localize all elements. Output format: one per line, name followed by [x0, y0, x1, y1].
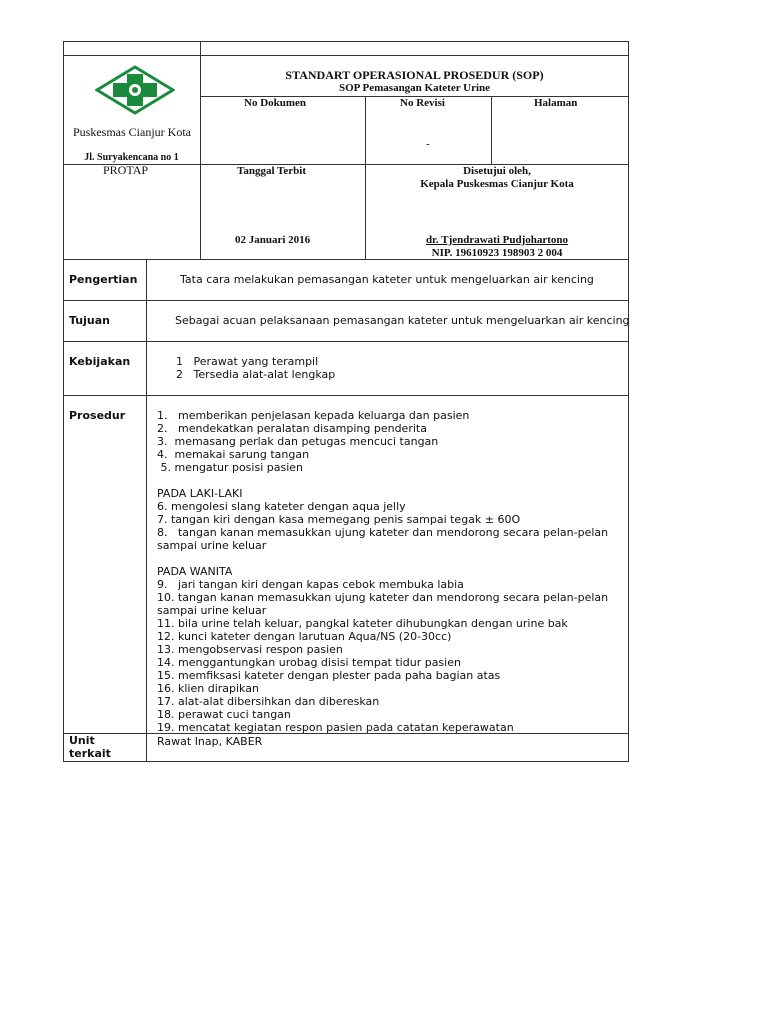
org-address: Jl. Suryakencana no 1: [84, 152, 179, 163]
prosedur-line: 12. kunci kateter dengan larutuan Aqua/NS (20-30cc): [157, 630, 452, 643]
prosedur-line: 17. alat-alat dibersihkan dan dibereskan: [157, 695, 380, 708]
no-revisi-value: -: [426, 138, 430, 150]
prosedur-line: 14. menggantungkan urobag disisi tempat tidur pasien: [157, 656, 461, 669]
tujuan-label: Tujuan: [69, 314, 110, 327]
prosedur-line: 15. memfiksasi kateter dengan plester pada paha bagian atas: [157, 669, 501, 682]
doc-subtitle: SOP Pemasangan Kateter Urine: [338, 82, 491, 94]
tujuan-text: Sebagai acuan pelaksanaan pemasangan kateter untuk mengeluarkan air kencing: [175, 314, 630, 327]
prosedur-line: 6. mengolesi slang kateter dengan aqua jelly: [157, 500, 406, 513]
prosedur-line: sampai urine keluar: [157, 604, 267, 617]
prosedur-line: sampai urine keluar: [157, 539, 267, 552]
kebijakan-item: 1 Perawat yang terampil: [176, 355, 319, 368]
kebijakan-label: Kebijakan: [69, 355, 131, 368]
tanggal-terbit-label: Tanggal Terbit: [237, 165, 306, 177]
puskesmas-logo: [95, 65, 175, 115]
pengertian-text: Tata cara melakukan pemasangan kateter untuk mengeluarkan air kencing: [180, 273, 594, 286]
prosedur-line: 13. mengobservasi respon pasien: [157, 643, 343, 656]
prosedur-line: 18. perawat cuci tangan: [157, 708, 291, 721]
tanggal-terbit-value: 02 Januari 2016: [235, 234, 311, 246]
prosedur-line: 7. tangan kiri dengan kasa memegang penis sampai tegak ± 60O: [157, 513, 521, 526]
doc-title: STANDART OPERASIONAL PROSEDUR (SOP): [285, 68, 544, 82]
puskesmas-logo-icon: [95, 65, 175, 115]
col-halaman: Halaman: [534, 97, 578, 109]
unit-terkait-text: Rawat Inap, KABER: [157, 735, 263, 748]
prosedur-line: 11. bila urine telah keluar, pangkal kateter dihubungkan dengan urine bak: [157, 617, 568, 630]
prosedur-line: 2. mendekatkan peralatan disamping penderita: [157, 422, 427, 435]
approved-label: Disetujui oleh,: [463, 165, 531, 177]
prosedur-line: 4. memakai sarung tangan: [157, 448, 310, 461]
approved-nip: NIP. 19610923 198903 2 004: [431, 247, 563, 259]
prosedur-line: 3. memasang perlak dan petugas mencuci tangan: [157, 435, 439, 448]
approved-name: dr. Tjendrawati Pudjohartono: [425, 234, 569, 246]
pengertian-label: Pengertian: [69, 273, 138, 286]
org-name: Puskesmas Cianjur Kota: [73, 125, 191, 139]
prosedur-line: 5. mengatur posisi pasien: [157, 461, 304, 474]
prosedur-subheading: PADA LAKI-LAKI: [157, 487, 243, 500]
protap-label: PROTAP: [103, 163, 149, 177]
col-no-dokumen: No Dokumen: [244, 97, 307, 109]
unit-terkait-label: terkait: [69, 747, 111, 760]
prosedur-line: 8. tangan kanan memasukkan ujung kateter dan mendorong secara pelan-pelan: [157, 526, 609, 539]
prosedur-line: 19. mencatat kegiatan respon pasien pada catatan keperawatan: [157, 721, 514, 734]
kebijakan-item: 2 Tersedia alat-alat lengkap: [176, 368, 336, 381]
prosedur-line: 9. jari tangan kiri dengan kapas cebok membuka labia: [157, 578, 464, 591]
prosedur-line: 16. klien dirapikan: [157, 682, 259, 695]
col-no-revisi: No Revisi: [400, 97, 445, 109]
approved-role: Kepala Puskesmas Cianjur Kota: [420, 178, 574, 190]
unit-terkait-label: Unit: [69, 734, 95, 747]
prosedur-subheading: PADA WANITA: [157, 565, 233, 578]
prosedur-label: Prosedur: [69, 409, 126, 422]
prosedur-line: 10. tangan kanan memasukkan ujung kateter dan mendorong secara pelan-pelan: [157, 591, 609, 604]
prosedur-line: 1. memberikan penjelasan kepada keluarga dan pasien: [157, 409, 470, 422]
